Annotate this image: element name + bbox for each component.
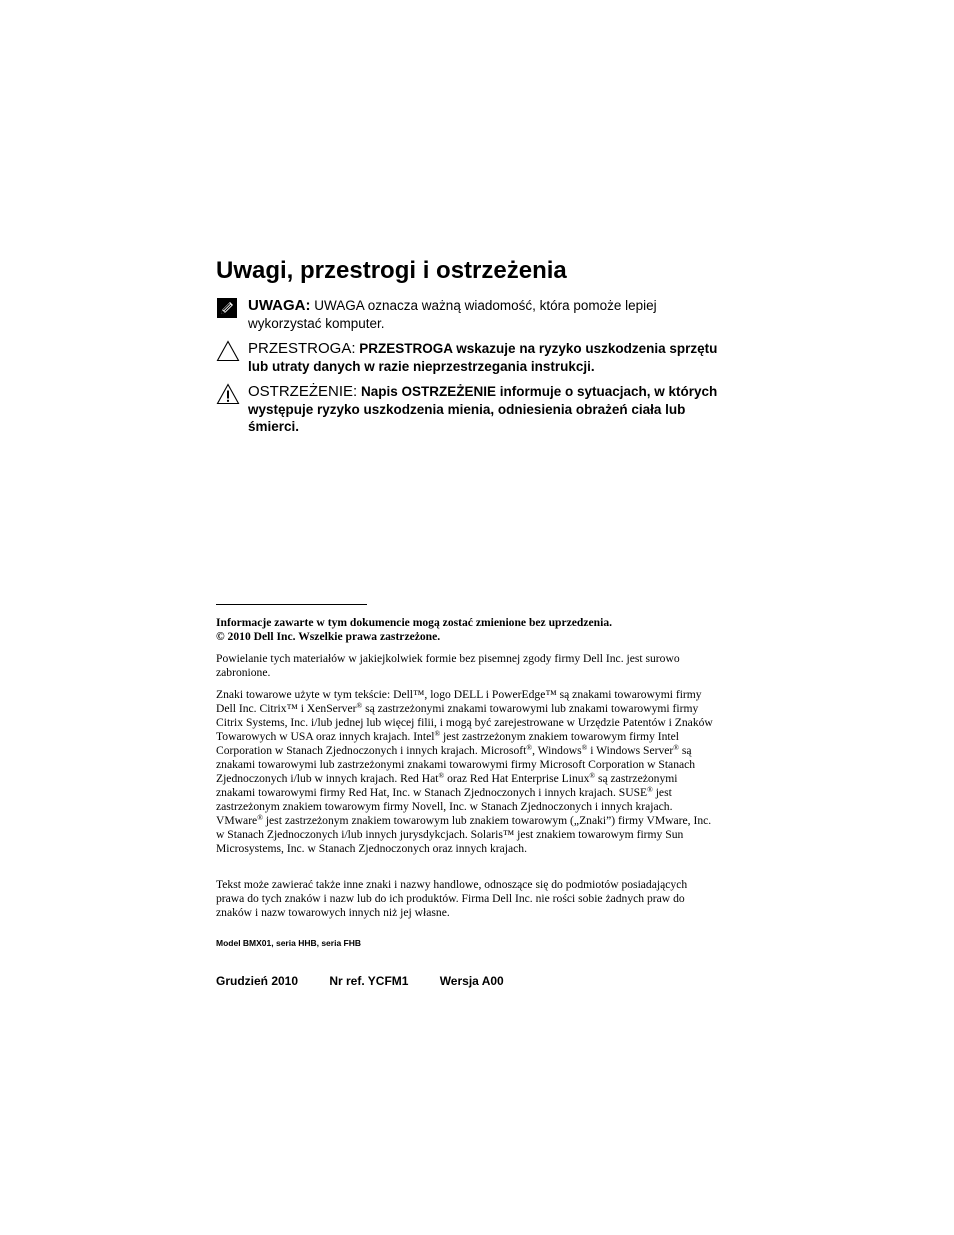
registered-mark: ® — [356, 701, 363, 710]
trademark-part: jest zastrzeżonym znakiem towarowym firmy Novell, Inc. w Stanach Zjednoczonych i innych krajach. VMware — [216, 786, 673, 827]
registered-mark: ® — [589, 771, 596, 780]
trademark-part: jest zastrzeżonym znakiem towarowym firmy Intel Corporation w Stanach Zjednoczonych i innych krajach. Microsoft — [216, 730, 680, 757]
reproduction-text: Powielanie tych materiałów w jakiejkolwiek formie bez pisemnej zgody firmy Dell Inc. jest surowo zabronione. — [216, 652, 680, 679]
warning-exclamation-triangle-icon — [216, 383, 240, 405]
footnote-divider — [216, 604, 367, 605]
other-marks-notice — [216, 878, 716, 920]
trademark-part: są zastrzeżonymi znakami towarowymi firmy Red Hat, Inc. w Stanach Zjednoczonych i innych krajach. SUSE — [216, 772, 678, 799]
info-line-change-notice: Informacje zawarte w tym dokumencie mogą zostać zmienione bez uprzedzenia. — [216, 616, 613, 629]
note-body: UWAGA oznacza ważną wiadomość, która pomoże lepiej wykorzystać komputer. — [248, 298, 657, 331]
registered-mark: ® — [581, 743, 588, 752]
registered-mark: ® — [647, 785, 653, 794]
warning-label: OSTRZEŻENIE: — [248, 383, 358, 400]
registered-mark: ® — [673, 743, 679, 752]
note-pencil-icon — [216, 297, 240, 319]
footer-version: Wersja A00 — [439, 974, 504, 988]
registered-mark: ® — [257, 813, 263, 822]
caution-triangle-icon — [216, 340, 240, 362]
trademark-part: jest zastrzeżonym znakiem towarowym lub znakiem towarowym („Znaki”) firmy VMware, Inc. w Stanach Zjednoczonych i/lub innych jurysdykcjach. Solaris™ jest znakiem towarowym firmy Sun Microsystems, Inc. w Stanach Zjednoczonych oraz innych krajach. — [216, 814, 712, 855]
registered-mark: ® — [526, 743, 533, 752]
footer-line — [216, 974, 504, 988]
registered-mark: ® — [434, 729, 441, 738]
reproduction-notice — [216, 652, 716, 680]
caution-label: PRZESTROGA: — [248, 340, 356, 357]
footer-date: Grudzień 2010 — [216, 974, 299, 988]
other-marks-text: Tekst może zawierać także inne znaki i nazwy handlowe, odnoszące się do podmiotów posiadających prawa do tych znaków i nazw lub do ich produktów. Firma Dell Inc. nie rości sobie żadnych praw do znaków i nazw towarowych innych niż jej własne. — [216, 878, 688, 919]
warning-body: Napis OSTRZEŻENIE informuje o sytuacjach, w których występuje ryzyko uszkodzenia mienia, odniesienia obrażeń ciała lub śmierci. — [248, 384, 718, 434]
trademark-part: oraz Red Hat Enterprise Linux — [444, 772, 590, 785]
info-line-copyright: © 2010 Dell Inc. Wszelkie prawa zastrzeżone. — [216, 630, 441, 643]
trademarks-text — [216, 688, 716, 856]
caution-body: PRZESTROGA wskazuje na ryzyko uszkodzenia sprzętu lub utraty danych w razie nieprzestrzegania instrukcji. — [248, 341, 718, 374]
note-label: UWAGA: — [248, 297, 311, 314]
caution-text — [248, 340, 728, 375]
info-block — [216, 616, 716, 644]
model-line: Model BMX01, seria HHB, seria FHB — [216, 938, 362, 948]
trademark-part: są znakami towarowymi lub zastrzeżonymi znakami towarowymi firmy Microsoft Corporation w Stanach Zjednoczonych i/lub w innych krajach. Red Hat — [216, 744, 696, 785]
trademark-part: Znaki towarowe użyte w tym tekście: Dell™, logo DELL i PowerEdge™ są znakami towarowymi firmy Dell Inc. Citrix™ i XenServer — [216, 688, 702, 715]
trademarks-notice — [216, 688, 716, 856]
note-text — [248, 297, 728, 332]
warning-text — [248, 383, 728, 436]
page-title: Uwagi, przestrogi i ostrzeżenia — [216, 257, 567, 284]
trademark-part: i Windows Server — [587, 744, 674, 757]
trademark-part: są zastrzeżonymi znakami towarowymi lub znakami towarowymi firmy Citrix Systems, Inc. i/lub jednej lub więcej filii, i mogą być zarejestrowane w Urzędzie Patentów i Znaków Towarowych w USA oraz innych krajach. Intel — [216, 702, 713, 743]
registered-mark: ® — [438, 771, 445, 780]
trademark-part: , Windows — [532, 744, 582, 757]
footer-ref: Nr ref. YCFM1 — [329, 974, 409, 988]
